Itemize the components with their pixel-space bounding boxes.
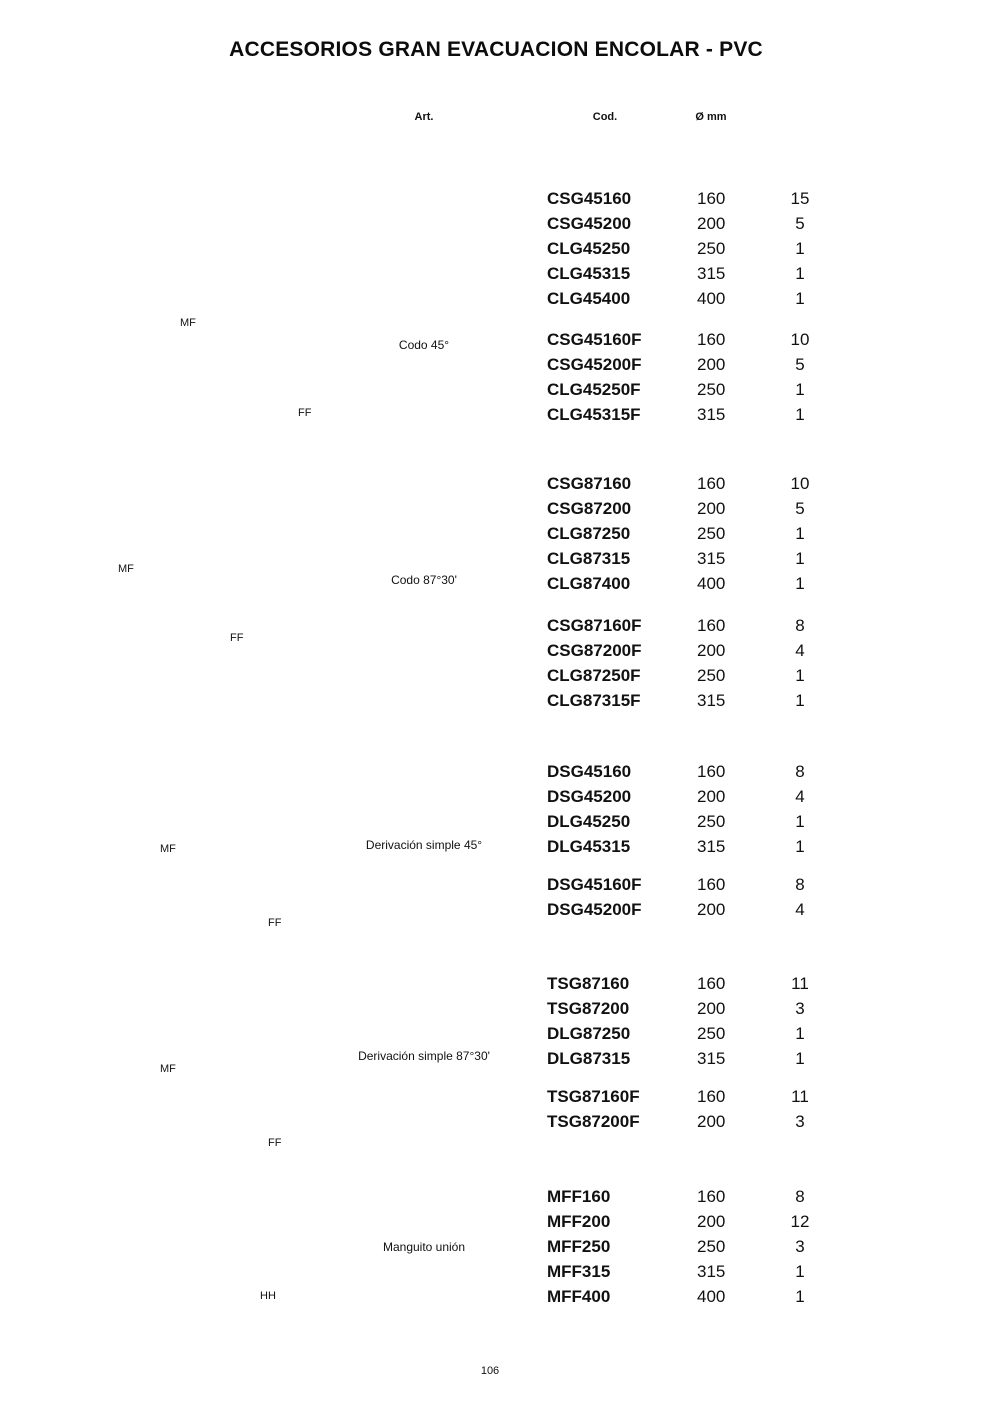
table-row (0, 1259, 992, 1284)
diameter-value: 315 (697, 405, 726, 424)
product-code: CLG87250F (547, 666, 641, 685)
diameter-value: 250 (697, 1024, 726, 1043)
quantity-value: 5 (795, 214, 805, 233)
product-code: CSG45160 (547, 189, 632, 208)
quantity-value: 5 (795, 499, 805, 518)
quantity-value: 15 (790, 189, 810, 208)
quantity-value: 1 (795, 549, 805, 568)
diameter-value: 250 (697, 239, 726, 258)
diameter-value: 160 (697, 875, 726, 894)
diameter-value: 315 (697, 691, 726, 710)
header-art: Art. (414, 111, 434, 123)
diameter-value: 400 (697, 574, 726, 593)
quantity-value: 1 (795, 239, 805, 258)
diameter-value: 160 (697, 1087, 726, 1106)
product-code: TSG87160 (547, 974, 630, 993)
product-code: MFF400 (547, 1287, 611, 1306)
joint-type-label: FF (268, 917, 282, 929)
joint-type-label: FF (298, 407, 312, 419)
diameter-value: 160 (697, 189, 726, 208)
diameter-value: 250 (697, 380, 726, 399)
joint-type-label: MF (160, 843, 176, 855)
product-code: CLG45315F (547, 405, 641, 424)
product-code: DSG45200F (547, 900, 642, 919)
product-code: CLG87400 (547, 574, 631, 593)
quantity-value: 1 (795, 405, 805, 424)
diameter-value: 160 (697, 1187, 726, 1206)
quantity-value: 1 (795, 1287, 805, 1306)
quantity-value: 1 (795, 264, 805, 283)
product-code: CSG87160 (547, 474, 632, 493)
diameter-value: 200 (697, 787, 726, 806)
quantity-value: 1 (795, 289, 805, 308)
quantity-value: 1 (795, 574, 805, 593)
quantity-value: 8 (795, 875, 805, 894)
diameter-value: 315 (697, 549, 726, 568)
quantity-value: 11 (791, 1087, 809, 1106)
diameter-value: 250 (697, 812, 726, 831)
page-title: ACCESORIOS GRAN EVACUACION ENCOLAR - PVC (229, 38, 763, 61)
joint-type-label: MF (118, 563, 134, 575)
product-code: MFF200 (547, 1212, 611, 1231)
product-code: DSG45160F (547, 875, 642, 894)
diameter-value: 200 (697, 900, 726, 919)
diameter-value: 200 (697, 499, 726, 518)
product-code: CSG87200F (547, 641, 642, 660)
product-code: CLG87315 (547, 549, 631, 568)
diameter-value: 315 (697, 1049, 726, 1068)
quantity-value: 4 (795, 900, 805, 919)
header-cod: Cod. (592, 111, 618, 123)
article-name: Manguito unión (382, 1240, 466, 1254)
product-code: CLG45400 (547, 289, 631, 308)
diameter-value: 400 (697, 289, 726, 308)
page-number: 106 (480, 1365, 500, 1377)
diameter-value: 160 (697, 330, 726, 349)
product-code: CLG45250 (547, 239, 631, 258)
joint-type-label: HH (260, 1290, 276, 1302)
product-code: TSG87160F (547, 1087, 640, 1106)
product-code: DLG45315 (547, 837, 631, 856)
diameter-value: 250 (697, 524, 726, 543)
product-code: MFF250 (547, 1237, 611, 1256)
product-code: MFF315 (547, 1262, 611, 1281)
joint-type-label: MF (180, 317, 196, 329)
quantity-value: 4 (795, 641, 805, 660)
product-code: CSG45200 (547, 214, 632, 233)
quantity-value: 1 (795, 1262, 805, 1281)
joint-type-label: FF (268, 1137, 282, 1149)
product-code: DSG45200 (547, 787, 632, 806)
product-code: DLG87315 (547, 1049, 631, 1068)
joint-type-label: MF (160, 1063, 176, 1075)
quantity-value: 1 (795, 524, 805, 543)
article-name: Codo 87°30' (391, 573, 457, 587)
quantity-value: 10 (790, 330, 810, 349)
product-code: CSG87160F (547, 616, 642, 635)
product-code: TSG87200F (547, 1112, 640, 1131)
quantity-value: 1 (795, 666, 805, 685)
diameter-value: 200 (697, 999, 726, 1018)
quantity-value: 3 (795, 1237, 805, 1256)
product-code: CLG87315F (547, 691, 641, 710)
quantity-value: 4 (795, 787, 805, 806)
diameter-value: 160 (697, 474, 726, 493)
table-row (0, 1284, 992, 1309)
diameter-value: 160 (697, 974, 726, 993)
diameter-value: 200 (697, 1112, 726, 1131)
quantity-value: 1 (795, 691, 805, 710)
diameter-value: 250 (697, 1237, 726, 1256)
article-name: Codo 45° (398, 338, 450, 352)
product-code: CLG45315 (547, 264, 631, 283)
quantity-value: 1 (795, 837, 805, 856)
joint-type-label: FF (230, 632, 244, 644)
article-name: Derivación simple 45° (365, 838, 483, 852)
quantity-value: 3 (795, 1112, 805, 1131)
table-row (0, 1234, 992, 1259)
quantity-value: 1 (795, 1049, 805, 1068)
diameter-value: 315 (697, 264, 726, 283)
product-code: MFF160 (547, 1187, 611, 1206)
quantity-value: 12 (790, 1212, 810, 1231)
article-name: Derivación simple 87°30' (358, 1049, 490, 1063)
quantity-value: 3 (795, 999, 805, 1018)
quantity-value: 11 (791, 974, 809, 993)
quantity-value: 10 (790, 474, 810, 493)
quantity-value: 1 (795, 380, 805, 399)
table-row (0, 1184, 992, 1209)
product-code: CSG45160F (547, 330, 642, 349)
quantity-value: 8 (795, 616, 805, 635)
product-code: CLG87250 (547, 524, 631, 543)
quantity-value: 8 (795, 1187, 805, 1206)
product-code: DLG87250 (547, 1024, 631, 1043)
product-code: TSG87200 (547, 999, 630, 1018)
quantity-value: 1 (795, 1024, 805, 1043)
quantity-value: 8 (795, 762, 805, 781)
diameter-value: 200 (697, 214, 726, 233)
diameter-value: 160 (697, 616, 726, 635)
quantity-value: 5 (795, 355, 805, 374)
product-code: CSG87200 (547, 499, 632, 518)
diameter-value: 200 (697, 355, 726, 374)
header-diameter: Ø mm (695, 111, 727, 123)
diameter-value: 400 (697, 1287, 726, 1306)
diameter-value: 160 (697, 762, 726, 781)
diameter-value: 315 (697, 837, 726, 856)
product-code: CLG45250F (547, 380, 641, 399)
diameter-value: 200 (697, 1212, 726, 1231)
diameter-value: 315 (697, 1262, 726, 1281)
table-row (0, 1209, 992, 1234)
product-code: CSG45200F (547, 355, 642, 374)
product-code: DSG45160 (547, 762, 632, 781)
product-code: DLG45250 (547, 812, 631, 831)
diameter-value: 250 (697, 666, 726, 685)
quantity-value: 1 (795, 812, 805, 831)
diameter-value: 200 (697, 641, 726, 660)
